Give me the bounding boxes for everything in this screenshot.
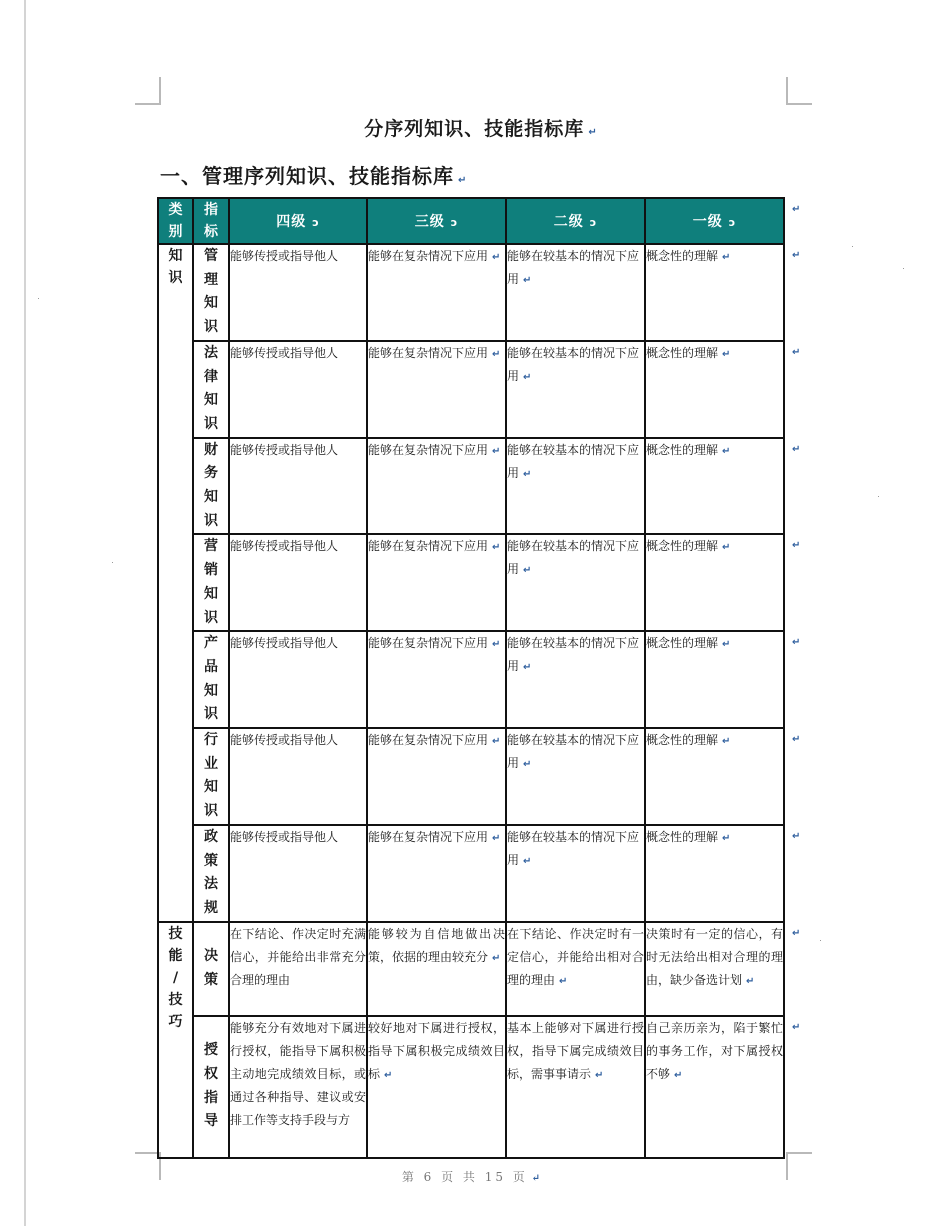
indicator-cell: 决 策	[193, 922, 229, 1016]
table-row	[158, 728, 784, 825]
cell-level1: 概念性的理解 ↵	[645, 438, 784, 535]
paragraph-mark-icon: ↵	[531, 1173, 541, 1184]
paragraph-mark-icon: ↵	[595, 1069, 604, 1081]
category-cell: 知 识	[158, 244, 193, 922]
cell-level4: 能够传授或指导他人	[229, 341, 367, 438]
cell-level4: 能够传授或指导他人	[229, 534, 367, 631]
cell-level2: 在下结论、作决定时有一定信心，并能给出相对合理的理由 ↵	[506, 922, 645, 1016]
cell-level3: 较好地对下属进行授权，指导下属积极完成绩效目标 ↵	[367, 1016, 506, 1158]
category-cell: 技 能 / 技 巧	[158, 922, 193, 1158]
cell-level2: 能够在较基本的情况下应用 ↵	[506, 438, 645, 535]
paragraph-mark-icon: ↵	[523, 855, 532, 867]
table-row	[158, 534, 784, 631]
cell-level4: 能够传授或指导他人	[229, 438, 367, 535]
row-end-mark-icon: ↵	[792, 637, 801, 649]
header-indicator: 指 标	[193, 198, 229, 244]
cell-level1: 概念性的理解 ↵	[645, 728, 784, 825]
cell-level2: 能够在较基本的情况下应用 ↵	[506, 825, 645, 922]
cell-level3: 能够在复杂情况下应用 ↵	[367, 244, 506, 341]
table-row	[158, 1016, 784, 1158]
cell-level2: 能够在较基本的情况下应用 ↵	[506, 341, 645, 438]
header-level-4: 四级 ↄ	[229, 198, 367, 244]
paragraph-mark-icon: ↵	[722, 639, 731, 651]
indicator-cell: 管 理 知 识	[193, 244, 229, 341]
row-end-mark-icon: ↵	[792, 540, 801, 552]
paragraph-mark-icon: ↵	[458, 175, 468, 186]
cell-mark-icon: ↄ	[450, 216, 459, 229]
paragraph-mark-icon: ↵	[722, 542, 731, 554]
paragraph-mark-icon: ↵	[523, 371, 532, 383]
cell-level4: 在下结论、作决定时充满信心，并能给出非常充分合理的理由	[229, 922, 367, 1016]
page-number-label: 第 6 页 共 15 页	[401, 1170, 528, 1184]
cell-level3: 能够在复杂情况下应用 ↵	[367, 728, 506, 825]
paragraph-mark-icon: ↵	[523, 468, 532, 480]
cell-level3: 能够在复杂情况下应用 ↵	[367, 438, 506, 535]
cell-mark-icon: ↄ	[728, 216, 737, 229]
document-title-text: 分序列知识、技能指标库	[364, 118, 585, 140]
indicator-cell: 产 品 知 识	[193, 631, 229, 728]
crop-mark-top-left	[135, 77, 161, 105]
paragraph-mark-icon: ↵	[722, 832, 731, 844]
indicator-table	[157, 197, 785, 1159]
table-header-row	[158, 198, 784, 244]
indicator-cell: 授 权 指 导	[193, 1016, 229, 1158]
paragraph-mark-icon: ↵	[492, 952, 501, 964]
cell-level3: 能够在复杂情况下应用 ↵	[367, 534, 506, 631]
row-end-mark-icon: ↵	[792, 830, 801, 842]
indicator-cell: 行 业 知 识	[193, 728, 229, 825]
cell-level2: 基本上能够对下属进行授权，指导下属完成绩效目标，需事事请示 ↵	[506, 1016, 645, 1158]
row-end-mark-icon: ↵	[792, 250, 801, 261]
paragraph-mark-icon: ↵	[746, 975, 755, 987]
cell-level1: 决策时有一定的信心，有时无法给出相对合理的理由，缺少备选计划 ↵	[645, 922, 784, 1016]
paragraph-mark-icon: ↵	[588, 127, 598, 138]
cell-level4: 能够传授或指导他人	[229, 244, 367, 341]
cell-mark-icon: ↄ	[589, 216, 598, 229]
indicator-cell: 营 销 知 识	[193, 534, 229, 631]
cell-level4: 能够传授或指导他人	[229, 825, 367, 922]
crop-mark-top-right	[786, 77, 812, 105]
table-row	[158, 244, 784, 341]
cell-level3: 能够在复杂情况下应用 ↵	[367, 825, 506, 922]
table-row	[158, 438, 784, 535]
cell-level4: 能够传授或指导他人	[229, 631, 367, 728]
table-row	[158, 825, 784, 922]
cell-level1: 概念性的理解 ↵	[645, 341, 784, 438]
header-level-3: 三级 ↄ	[367, 198, 506, 244]
paragraph-mark-icon: ↵	[492, 832, 501, 844]
cell-level1: 自己亲历亲为，陷于繁忙的事务工作，对下属授权不够 ↵	[645, 1016, 784, 1158]
cell-level3: 能够在复杂情况下应用 ↵	[367, 631, 506, 728]
paragraph-mark-icon: ↵	[384, 1069, 393, 1081]
table-row	[158, 631, 784, 728]
paragraph-mark-icon: ↵	[492, 445, 501, 457]
indicator-cell: 财 务 知 识	[193, 438, 229, 535]
indicator-cell: 政 策 法 规	[193, 825, 229, 922]
paragraph-mark-icon: ↵	[492, 736, 501, 748]
section-heading	[160, 160, 467, 189]
cell-level2: 能够在较基本的情况下应用 ↵	[506, 728, 645, 825]
section-heading-text: 一、管理序列知识、技能指标库	[160, 164, 454, 188]
paragraph-mark-icon: ↵	[674, 1069, 683, 1081]
cell-level1: 概念性的理解 ↵	[645, 631, 784, 728]
page-footer	[0, 1168, 942, 1185]
row-end-mark-icon: ↵	[792, 443, 801, 455]
table-row	[158, 341, 784, 438]
cell-level3: 能够在复杂情况下应用 ↵	[367, 341, 506, 438]
document-title	[0, 114, 942, 141]
row-end-mark-icon: ↵	[792, 927, 801, 939]
paragraph-mark-icon: ↵	[523, 759, 532, 771]
paragraph-mark-icon: ↵	[492, 639, 501, 651]
paragraph-mark-icon: ↵	[722, 348, 731, 360]
cell-level2: 能够在较基本的情况下应用 ↵	[506, 534, 645, 631]
indicator-cell: 法 律 知 识	[193, 341, 229, 438]
paragraph-mark-icon: ↵	[722, 252, 731, 263]
row-end-mark-icon: ↵	[792, 1021, 801, 1033]
row-end-mark-icon: ↵	[792, 204, 801, 215]
header-category: 类 别	[158, 198, 193, 244]
cell-mark-icon: ↄ	[312, 216, 320, 229]
cell-level1: 概念性的理解 ↵	[645, 825, 784, 922]
row-end-mark-icon: ↵	[792, 734, 801, 746]
header-level-2: 二级 ↄ	[506, 198, 645, 244]
header-level-1: 一级 ↄ	[645, 198, 784, 244]
cell-level4: 能够充分有效地对下属进行授权，能指导下属积极主动地完成绩效目标，或通过各种指导、建议或安排工作等支持手段与方	[229, 1016, 367, 1158]
paragraph-mark-icon: ↵	[523, 662, 532, 674]
cell-level1: 概念性的理解 ↵	[645, 244, 784, 341]
paragraph-mark-icon: ↵	[722, 445, 731, 457]
page-left-edge	[24, 0, 26, 1226]
table-row	[158, 922, 784, 1016]
row-end-mark-icon: ↵	[792, 346, 801, 358]
paragraph-mark-icon: ↵	[523, 275, 532, 286]
cell-level2: 能够在较基本的情况下应用 ↵	[506, 631, 645, 728]
paragraph-mark-icon: ↵	[523, 565, 532, 577]
cell-level1: 概念性的理解 ↵	[645, 534, 784, 631]
cell-level3: 能够较为自信地做出决策，依据的理由较充分 ↵	[367, 922, 506, 1016]
cell-level4: 能够传授或指导他人	[229, 728, 367, 825]
paragraph-mark-icon: ↵	[559, 975, 568, 987]
paragraph-mark-icon: ↵	[492, 252, 501, 263]
paragraph-mark-icon: ↵	[492, 542, 501, 554]
paragraph-mark-icon: ↵	[492, 348, 501, 360]
paragraph-mark-icon: ↵	[722, 736, 731, 748]
cell-level2: 能够在较基本的情况下应用 ↵	[506, 244, 645, 341]
